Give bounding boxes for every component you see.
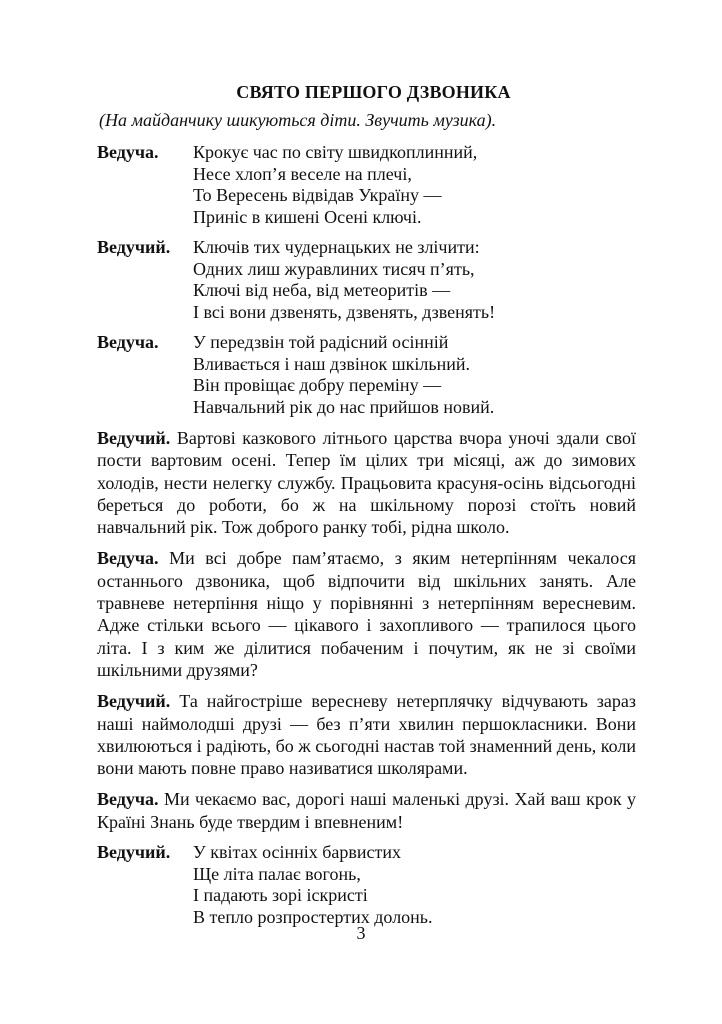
paragraph-text: Вартові казкового літнього царства вчора уночі здали свої пости вартовим осені. Тепер їм цілих три місяці, аж до зимових холодів, нести нелегку службу. Працьовита красуня-осінь відсьогодні береться до роботи, бо ж на шкільному порозі стоїть новий навчальний рік. Тож доброго ранку тобі, рідна школо. bbox=[97, 428, 636, 538]
verse-line: Несе хлоп’я веселе на плечі, bbox=[193, 163, 412, 184]
verse-line: Ще літа палає вогонь, bbox=[193, 863, 361, 884]
verse-line: В тепло розпростертих долонь. bbox=[193, 906, 433, 927]
prose-paragraph-2 bbox=[97, 547, 636, 681]
verse-block-1 bbox=[97, 142, 636, 228]
verse-line: Приніс в кишені Осені ключі. bbox=[193, 206, 422, 227]
verse-lines bbox=[193, 842, 636, 928]
verse-line: У квітах осінніх барвистих bbox=[193, 842, 402, 863]
verse-line: Ключі від неба, від метеоритів — bbox=[193, 280, 451, 300]
verse-line: І падають зорі іскристі bbox=[193, 885, 368, 906]
verse-line: У передзвін той радісний осінній bbox=[193, 332, 449, 352]
page-content bbox=[97, 80, 636, 937]
verse-block-4 bbox=[97, 842, 636, 928]
paragraph-text: Ми чекаємо вас, дорогі наші маленькі друзі. Хай ваш крок у Країні Знань буде твердим і впевненим! bbox=[97, 789, 636, 832]
speaker-label: Ведучий. bbox=[97, 691, 171, 712]
page-title: СВЯТО ПЕРШОГО ДЗВОНИКА bbox=[236, 82, 511, 102]
verse-block-2 bbox=[97, 237, 636, 323]
speaker-label: Ведуча. bbox=[97, 142, 159, 162]
verse-line: Навчальний рік до нас прийшов новий. bbox=[193, 396, 495, 417]
speaker-label: Ведуча. bbox=[97, 789, 159, 810]
verse-line: І всі вони дзвенять, дзвенять, дзвенять! bbox=[193, 301, 496, 322]
paragraph-text: Та найгостріше вересневу нетерплячку відчувають зараз наші наймолодші друзі — без п’яти хвилин першокласники. Вони хвилюються і радіють, бо ж сьогодні настав той знаменний день, коли вони мають повне право називатися школярами. bbox=[97, 691, 637, 779]
speaker-label: Ведучий. bbox=[97, 842, 171, 863]
verse-line: Він провіщає добру переміну — bbox=[193, 375, 442, 395]
speaker-label: Ведуча. bbox=[97, 332, 159, 352]
prose-paragraph-3 bbox=[97, 690, 636, 779]
page-number: 3 bbox=[356, 923, 366, 943]
prose-paragraph-4 bbox=[97, 788, 636, 833]
speaker-label: Ведучий. bbox=[97, 237, 171, 257]
verse-block-3 bbox=[97, 332, 636, 418]
verse-line: Ключів тих чудернацьких не злічити: bbox=[193, 237, 480, 257]
verse-lines bbox=[193, 237, 636, 323]
verse-line: То Вересень відвідав Україну — bbox=[193, 185, 442, 205]
speaker-label: Ведучий. bbox=[97, 428, 171, 448]
speaker-label: Ведуча. bbox=[97, 548, 159, 569]
verse-lines bbox=[193, 332, 636, 418]
verse-line: Одних лиш журавлиних тисяч п’ять, bbox=[193, 258, 475, 279]
paragraph-text: Ми всі добре пам’ятаємо, з яким нетерпінням чекалося останнього дзвоника, щоб відпочити від шкільних занять. Але травневе нетерпіння ніщо у порівнянні з нетерпінням вересневим. Адже стільки всього — цікавого і захопливого — трапилося цього літа. І з ким же ділитися побаченим і почутим, як не зі своїми шкільними друзями? bbox=[97, 548, 636, 680]
stage-direction: (На майданчику шикуються діти. Звучить музика). bbox=[99, 110, 497, 130]
verse-lines bbox=[193, 142, 636, 228]
verse-line: Крокує час по світу швидкоплинний, bbox=[193, 142, 478, 162]
prose-paragraph-1 bbox=[97, 427, 636, 538]
verse-line: Вливається і наш дзвінок шкільний. bbox=[193, 353, 470, 374]
